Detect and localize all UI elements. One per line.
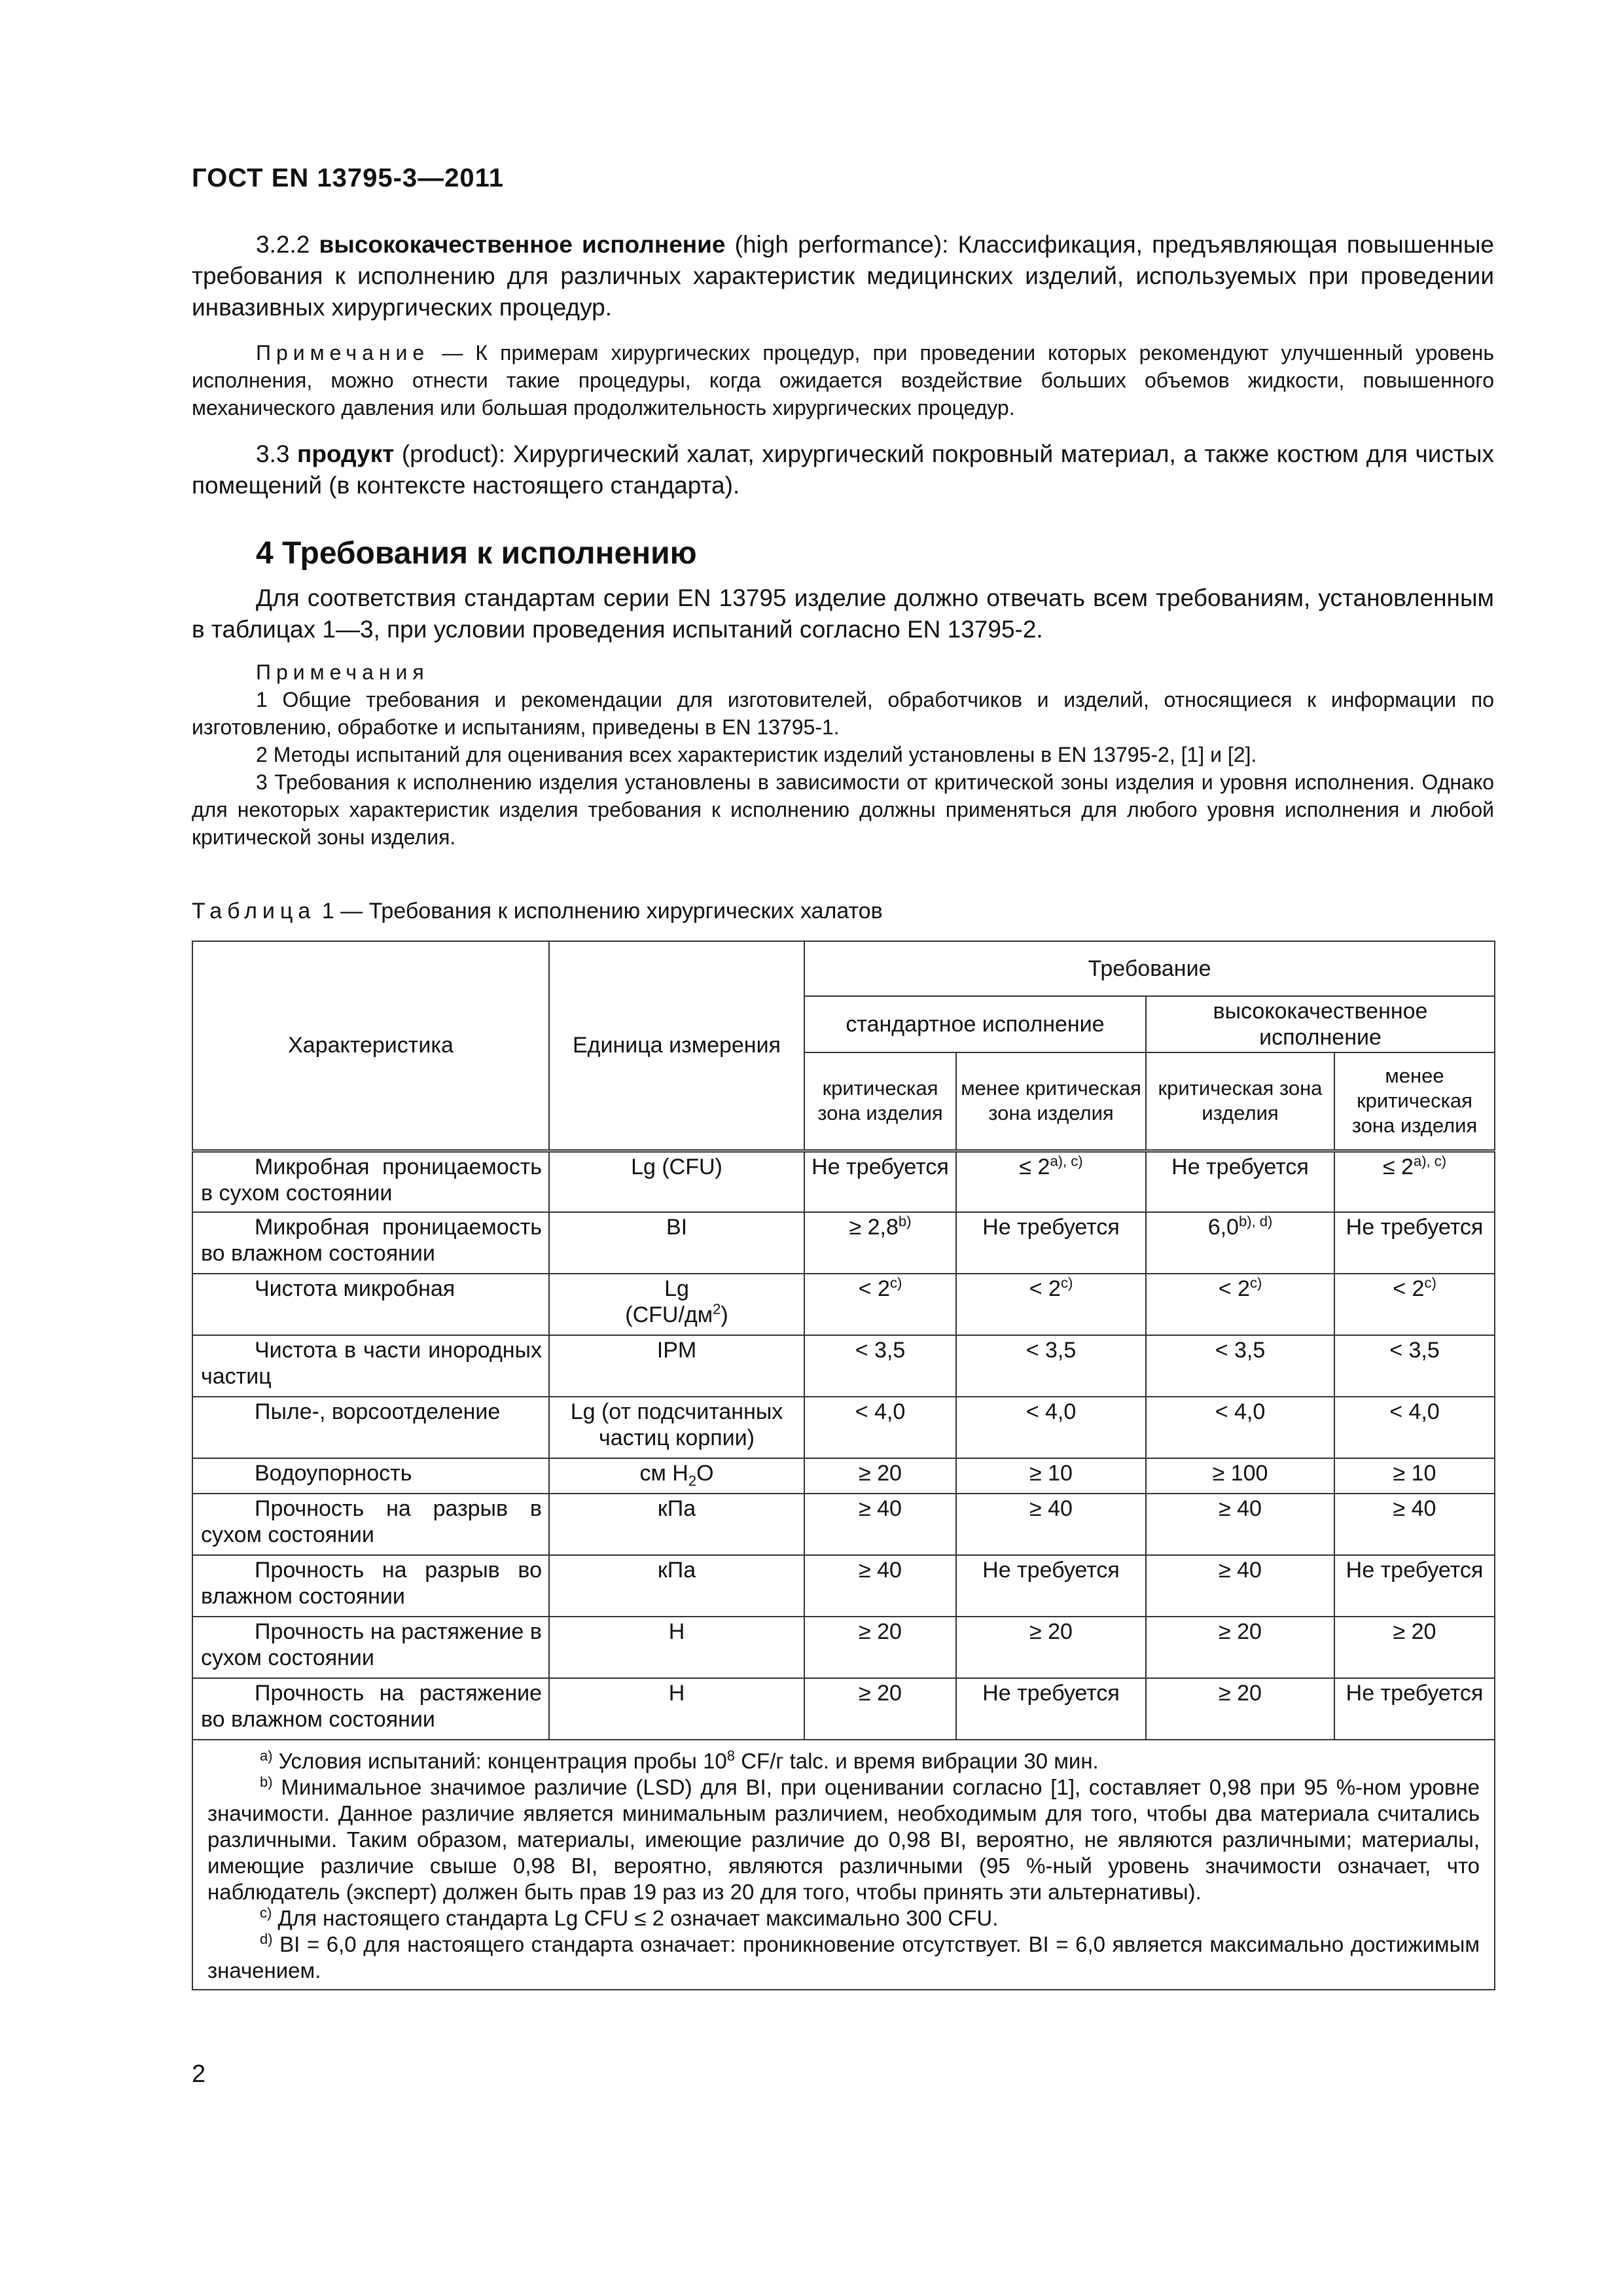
note-item: 3 Требования к исполнению изделия установлены в зависимости от критической зоны изделия и уровня исполнения. Однако для некоторых характеристик изделия требования к исполнению должны применяться для любого уровня исполнения и любой критической зоны изделия.	[192, 770, 1494, 849]
note-label: Примечание	[256, 341, 430, 365]
document-header: ГОСТ EN 13795-3—2011	[192, 164, 504, 192]
header-std-critical: критическая зона изделия	[804, 1052, 956, 1151]
cell-value: ≥ 10	[956, 1458, 1146, 1494]
cell-value: < 4,0	[956, 1397, 1146, 1458]
footnote-d: $^{d)}$ BI = 6,0 для настоящего стандарта означает: проникновение отсутствует. BI = 6,0 является максимально достижимым значением.	[207, 1931, 1480, 1982]
footnote-a: $^{a)}$ Условия испытаний: концентрация пробы $10^8$ CF/г talc. и время вибрации 30 мин.	[260, 1748, 1099, 1773]
cell-characteristic: Микробная проницаемость в сухом состоянии	[192, 1151, 549, 1212]
cell-value: ≥ 40	[1146, 1494, 1334, 1555]
cell-value: ≤ $2^{a), c)}$	[956, 1151, 1146, 1212]
cell-value: Не требуется	[1334, 1555, 1495, 1617]
cell-value: ≥ $2,8^{b)}$	[804, 1212, 956, 1274]
cell-value: Не требуется	[956, 1555, 1146, 1617]
paragraph-4	[192, 583, 1494, 645]
table-row	[192, 1555, 1495, 1617]
cell-unit: см $H_2O$	[549, 1458, 804, 1494]
cell-value: ≥ 20	[956, 1617, 1146, 1678]
cell-characteristic: Водоупорность	[192, 1458, 549, 1494]
page-number: 2	[192, 2060, 206, 2088]
cell-value: ≥ 20	[1334, 1617, 1495, 1678]
cell-characteristic: Прочность на разрыв в сухом состоянии	[192, 1494, 549, 1555]
note-3-2-2	[192, 339, 1494, 422]
cell-value: Не требуется	[1334, 1678, 1495, 1740]
table-footnotes-row	[192, 1740, 1495, 1990]
cell-characteristic: Микробная проницаемость во влажном состоянии	[192, 1212, 549, 1274]
table-row	[192, 1397, 1495, 1458]
table-row	[192, 1151, 1495, 1212]
cell-value: < 4,0	[804, 1397, 956, 1458]
cell-value: ≥ 40	[1146, 1555, 1334, 1617]
definition: (high performance): Классификация, предъявляющая повышенные требования к исполнению для различных характеристик медицинских изделий, используемых при проведении инвазивных хирургических процедур.	[192, 231, 1495, 321]
cell-unit: BI	[549, 1212, 804, 1274]
cell-value: ≤ $2^{a), c)}$	[1334, 1151, 1495, 1212]
cell-value: < $2^{c)}$	[804, 1274, 956, 1335]
cell-value: ≥ 20	[804, 1458, 956, 1494]
cell-unit: Lg $(CFU/дм^2)$	[549, 1274, 804, 1335]
paragraph-text: Для соответствия стандартам серии EN 13795 изделие должно отвечать всем требованиям, установленным в таблицах 1—3, при условии проведения испытаний согласно EN 13795-2.	[192, 584, 1494, 643]
cell-value: ≥ 20	[1146, 1617, 1334, 1678]
cell-value: ≥ 100	[1146, 1458, 1334, 1494]
cell-characteristic: Чистота микробная	[192, 1274, 549, 1335]
header-characteristic: Характеристика	[192, 941, 549, 1151]
cell-value: ≥ 20	[1146, 1678, 1334, 1740]
cell-unit: Lg (CFU)	[549, 1151, 804, 1212]
header-standard: стандартное исполнение	[804, 996, 1146, 1052]
header-unit: Единица измерения	[549, 941, 804, 1151]
cell-value: ≥ 20	[804, 1617, 956, 1678]
cell-characteristic: Прочность на растяжение во влажном состоянии	[192, 1678, 549, 1740]
cell-value: ≥ 10	[1334, 1458, 1495, 1494]
table-row	[192, 1212, 1495, 1274]
notes-label: Примечания	[256, 660, 429, 684]
cell-unit: IPM	[549, 1335, 804, 1397]
term: высококачественное исполнение	[319, 231, 726, 258]
table-caption	[192, 899, 883, 924]
cell-characteristic: Чистота в части инородных частиц	[192, 1335, 549, 1397]
cell-value: Не требуется	[1334, 1212, 1495, 1274]
notes-block	[192, 658, 1494, 851]
cell-unit: кПа	[549, 1494, 804, 1555]
table-row	[192, 1335, 1495, 1397]
clause-number: 3.2.2	[256, 231, 310, 258]
cell-characteristic: Прочность на растяжение в сухом состоянии	[192, 1617, 549, 1678]
header-high-less: менее критическая зона изделия	[1334, 1052, 1495, 1151]
cell-value: < $2^{c)}$	[956, 1274, 1146, 1335]
cell-value: ≥ 20	[804, 1678, 956, 1740]
cell-characteristic: Прочность на разрыв во влажном состоянии	[192, 1555, 549, 1617]
cell-value: ≥ 40	[804, 1555, 956, 1617]
cell-unit: Н	[549, 1617, 804, 1678]
caption-label: Таблица	[192, 899, 316, 924]
cell-characteristic: Пыле-, ворсоотделение	[192, 1397, 549, 1458]
table-row	[192, 1678, 1495, 1740]
cell-value: Не требуется	[956, 1212, 1146, 1274]
table-row	[192, 1274, 1495, 1335]
cell-value: Не требуется	[956, 1678, 1146, 1740]
cell-value: Не требуется	[1146, 1151, 1334, 1212]
cell-value: < 3,5	[804, 1335, 956, 1397]
cell-value: ≥ 40	[956, 1494, 1146, 1555]
cell-unit: кПа	[549, 1555, 804, 1617]
header-std-less: менее критическая зона изделия	[956, 1052, 1146, 1151]
definition: (product): Хирургический халат, хирургический покровный материал, а также костюм для чистых помещений (в контексте настоящего стандарта).	[192, 440, 1494, 499]
note-text: — К примерам хирургических процедур, при проведении которых рекомендуют улучшенный уровень исполнения, можно отнести такие процедуры, когда ожидается воздействие больших объемов жидкости, повышенного механического давления или большая продолжительность хирургических процедур.	[192, 341, 1494, 420]
section-title: 4 Требования к исполнению	[256, 536, 697, 571]
header-requirement: Требование	[804, 941, 1495, 996]
caption-text: 1 — Требования к исполнению хирургических халатов	[315, 899, 883, 924]
note-item: 1 Общие требования и рекомендации для изготовителей, обработчиков и изделий, относящиеся к информации по изготовлению, обработке и испытаниям, приведены в EN 13795-1.	[192, 688, 1494, 739]
cell-value: < 4,0	[1334, 1397, 1495, 1458]
term: продукт	[297, 440, 395, 467]
table-footnotes	[192, 1740, 1495, 1990]
table-row	[192, 1494, 1495, 1555]
cell-value: < $2^{c)}$	[1334, 1274, 1495, 1335]
footnote-b: $^{b)}$ Минимальное значимое различие (LSD) для BI, при оценивании согласно [1], составляет 0,98 при 95 %-ном уровне значимости. Данное различие является минимальным различием, необходимым для того, чтобы два материала считались различными. Таким образом, материалы, имеющие различие до 0,98 BI, вероятно, не являются различными; материалы, имеющие различие свыше 0,98 BI, вероятно, являются различными (95 %-ный уровень значимости означает, что наблюдатель (эксперт) должен быть прав 19 раз из 20 для того, чтобы принять эти альтернативы).	[207, 1774, 1480, 1904]
header-high: высококачественное исполнение	[1146, 996, 1495, 1052]
note-item: 2 Методы испытаний для оценивания всех характеристик изделий установлены в EN 13795-2, [1] и [2].	[256, 743, 1257, 766]
cell-value: Не требуется	[804, 1151, 956, 1212]
footnote-c: $^{c)}$ Для настоящего стандарта Lg CFU ≤ 2 означает максимально 300 CFU.	[260, 1905, 999, 1930]
cell-value: $6,0^{b), d)}$	[1146, 1212, 1334, 1274]
cell-value: < $2^{c)}$	[1146, 1274, 1334, 1335]
cell-value: ≥ 40	[1334, 1494, 1495, 1555]
cell-value: < 3,5	[956, 1335, 1146, 1397]
header-high-critical: критическая зона изделия	[1146, 1052, 1334, 1151]
paragraph-3-3	[192, 439, 1494, 501]
cell-value: < 3,5	[1334, 1335, 1495, 1397]
cell-unit: Н	[549, 1678, 804, 1740]
cell-value: ≥ 40	[804, 1494, 956, 1555]
table-row	[192, 1617, 1495, 1678]
paragraph-3-2-2	[192, 229, 1494, 323]
cell-value: < 3,5	[1146, 1335, 1334, 1397]
table-row	[192, 1458, 1495, 1494]
cell-value: < 4,0	[1146, 1397, 1334, 1458]
clause-number: 3.3	[256, 440, 290, 467]
cell-unit: Lg (от подсчитанных частиц корпии)	[549, 1397, 804, 1458]
requirements-table	[192, 941, 1495, 1990]
